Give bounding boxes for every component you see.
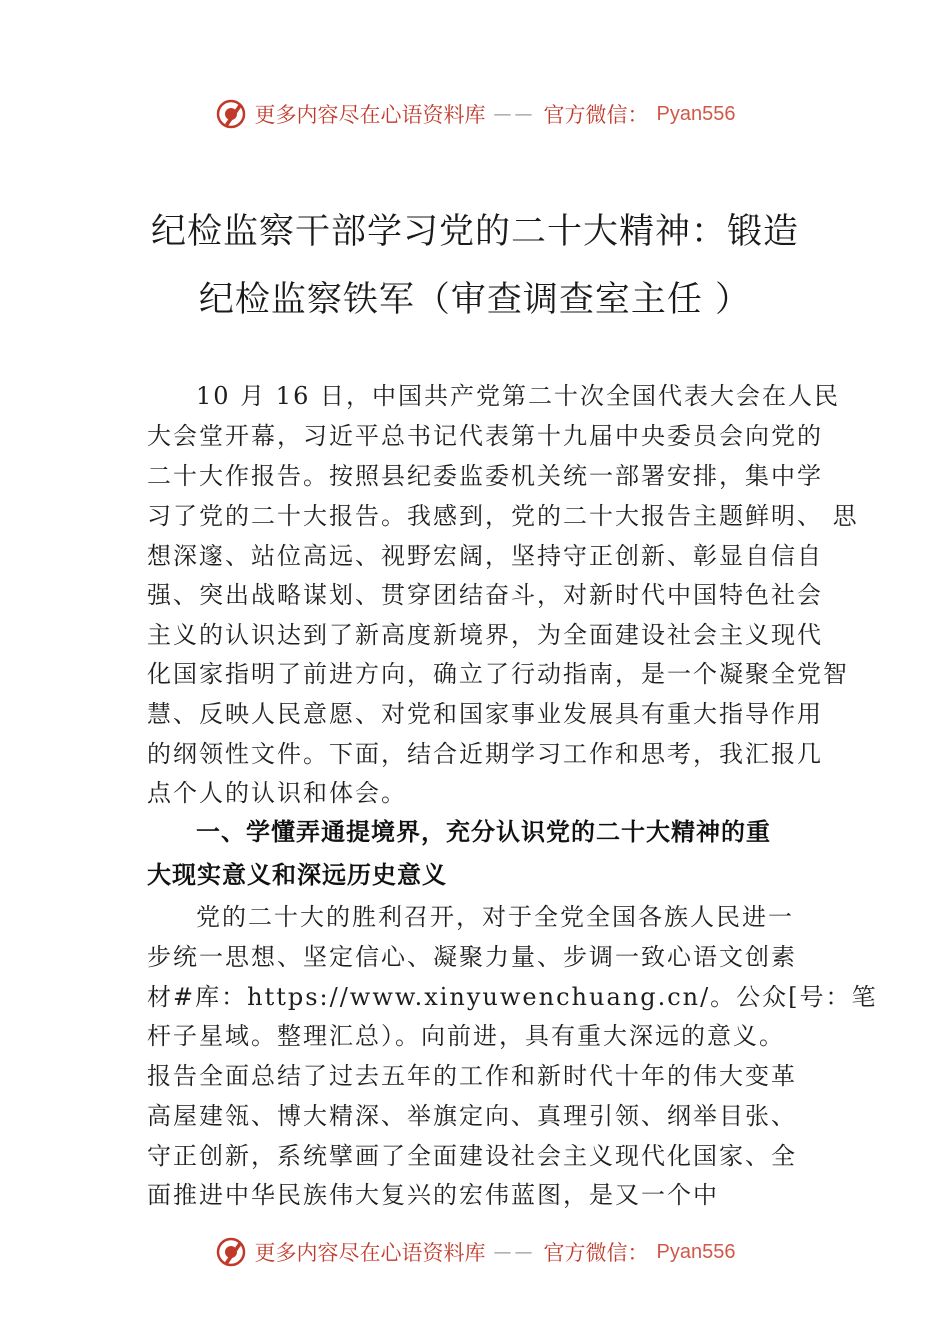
section-heading-line-2: 大现实意义和深远历史意义: [147, 861, 447, 889]
document-title-line-2: 纪检监察铁军（审查调查室主任 ）: [198, 280, 752, 320]
paragraph-line: 主义的认识达到了新高度新境界，为全面建设社会主义现代: [147, 621, 823, 649]
paragraph-line: 点个人的认识和体会。: [147, 779, 407, 807]
watermark-text: 更多内容尽在心语资料库: [254, 1241, 486, 1265]
document-title-line-1: 纪检监察干部学习党的二十大精神：锻造: [150, 212, 799, 252]
paragraph-line: 大会堂开幕，习近平总书记代表第十九届中央委员会向党的: [147, 422, 823, 450]
footer-watermark: [0, 1232, 950, 1272]
pen-seal-icon: [215, 1236, 247, 1268]
header-watermark: [0, 94, 950, 134]
paragraph-line: 慧、反映人民意愿、对党和国家事业发展具有重大指导作用: [147, 700, 823, 728]
watermark-label: 官方微信：: [543, 103, 649, 127]
paragraph-line: 强、突出战略谋划、贯穿团结奋斗，对新时代中国特色社会: [147, 581, 823, 609]
paragraph-line: 面推进中华民族伟大复兴的宏伟蓝图，是又一个中: [147, 1181, 719, 1209]
paragraph-line: 10 月 16 日，中国共产党第二十次全国代表大会在人民: [196, 382, 840, 410]
watermark-dash: ——: [493, 1241, 536, 1263]
paragraph-line: 报告全面总结了过去五年的工作和新时代十年的伟大变革: [147, 1062, 797, 1090]
pen-seal-icon: [215, 98, 247, 130]
paragraph-line: 二十大作报告。按照县纪委监委机关统一部署安排，集中学: [147, 462, 823, 490]
paragraph-line: 高屋建瓴、博大精深、举旗定向、真理引领、纲举目张、: [147, 1102, 797, 1130]
watermark-wechat-id: Pyan556: [656, 102, 736, 125]
paragraph-line: 化国家指明了前进方向，确立了行动指南，是一个凝聚全党智: [147, 660, 849, 688]
watermark-wechat-id: Pyan556: [656, 1240, 736, 1263]
paragraph-line: 材#库：https://www.xinyuwenchuang.cn/。公众[号：笔: [147, 983, 878, 1011]
paragraph-line: 习了党的二十大报告。我感到，党的二十大报告主题鲜明、 思: [147, 502, 859, 530]
watermark-text: 更多内容尽在心语资料库: [254, 103, 486, 127]
paragraph-line: 杆子星域。整理汇总）。向前进，具有重大深远的意义。: [147, 1022, 785, 1050]
paragraph-line: 想深邃、站位高远、视野宏阔，坚持守正创新、彰显自信自: [147, 542, 823, 570]
watermark-label: 官方微信：: [543, 1241, 649, 1265]
paragraph-line: 步统一思想、坚定信心、凝聚力量、步调一致心语文创素: [147, 943, 797, 971]
paragraph-line: 党的二十大的胜利召开，对于全党全国各族人民进一: [196, 903, 794, 931]
section-heading-line-1: 一、学懂弄通提境界，充分认识党的二十大精神的重: [196, 818, 771, 846]
paragraph-line: 的纲领性文件。下面，结合近期学习工作和思考，我汇报几: [147, 740, 823, 768]
paragraph-line: 守正创新，系统擘画了全面建设社会主义现代化国家、全: [147, 1142, 797, 1170]
watermark-dash: ——: [493, 103, 536, 125]
